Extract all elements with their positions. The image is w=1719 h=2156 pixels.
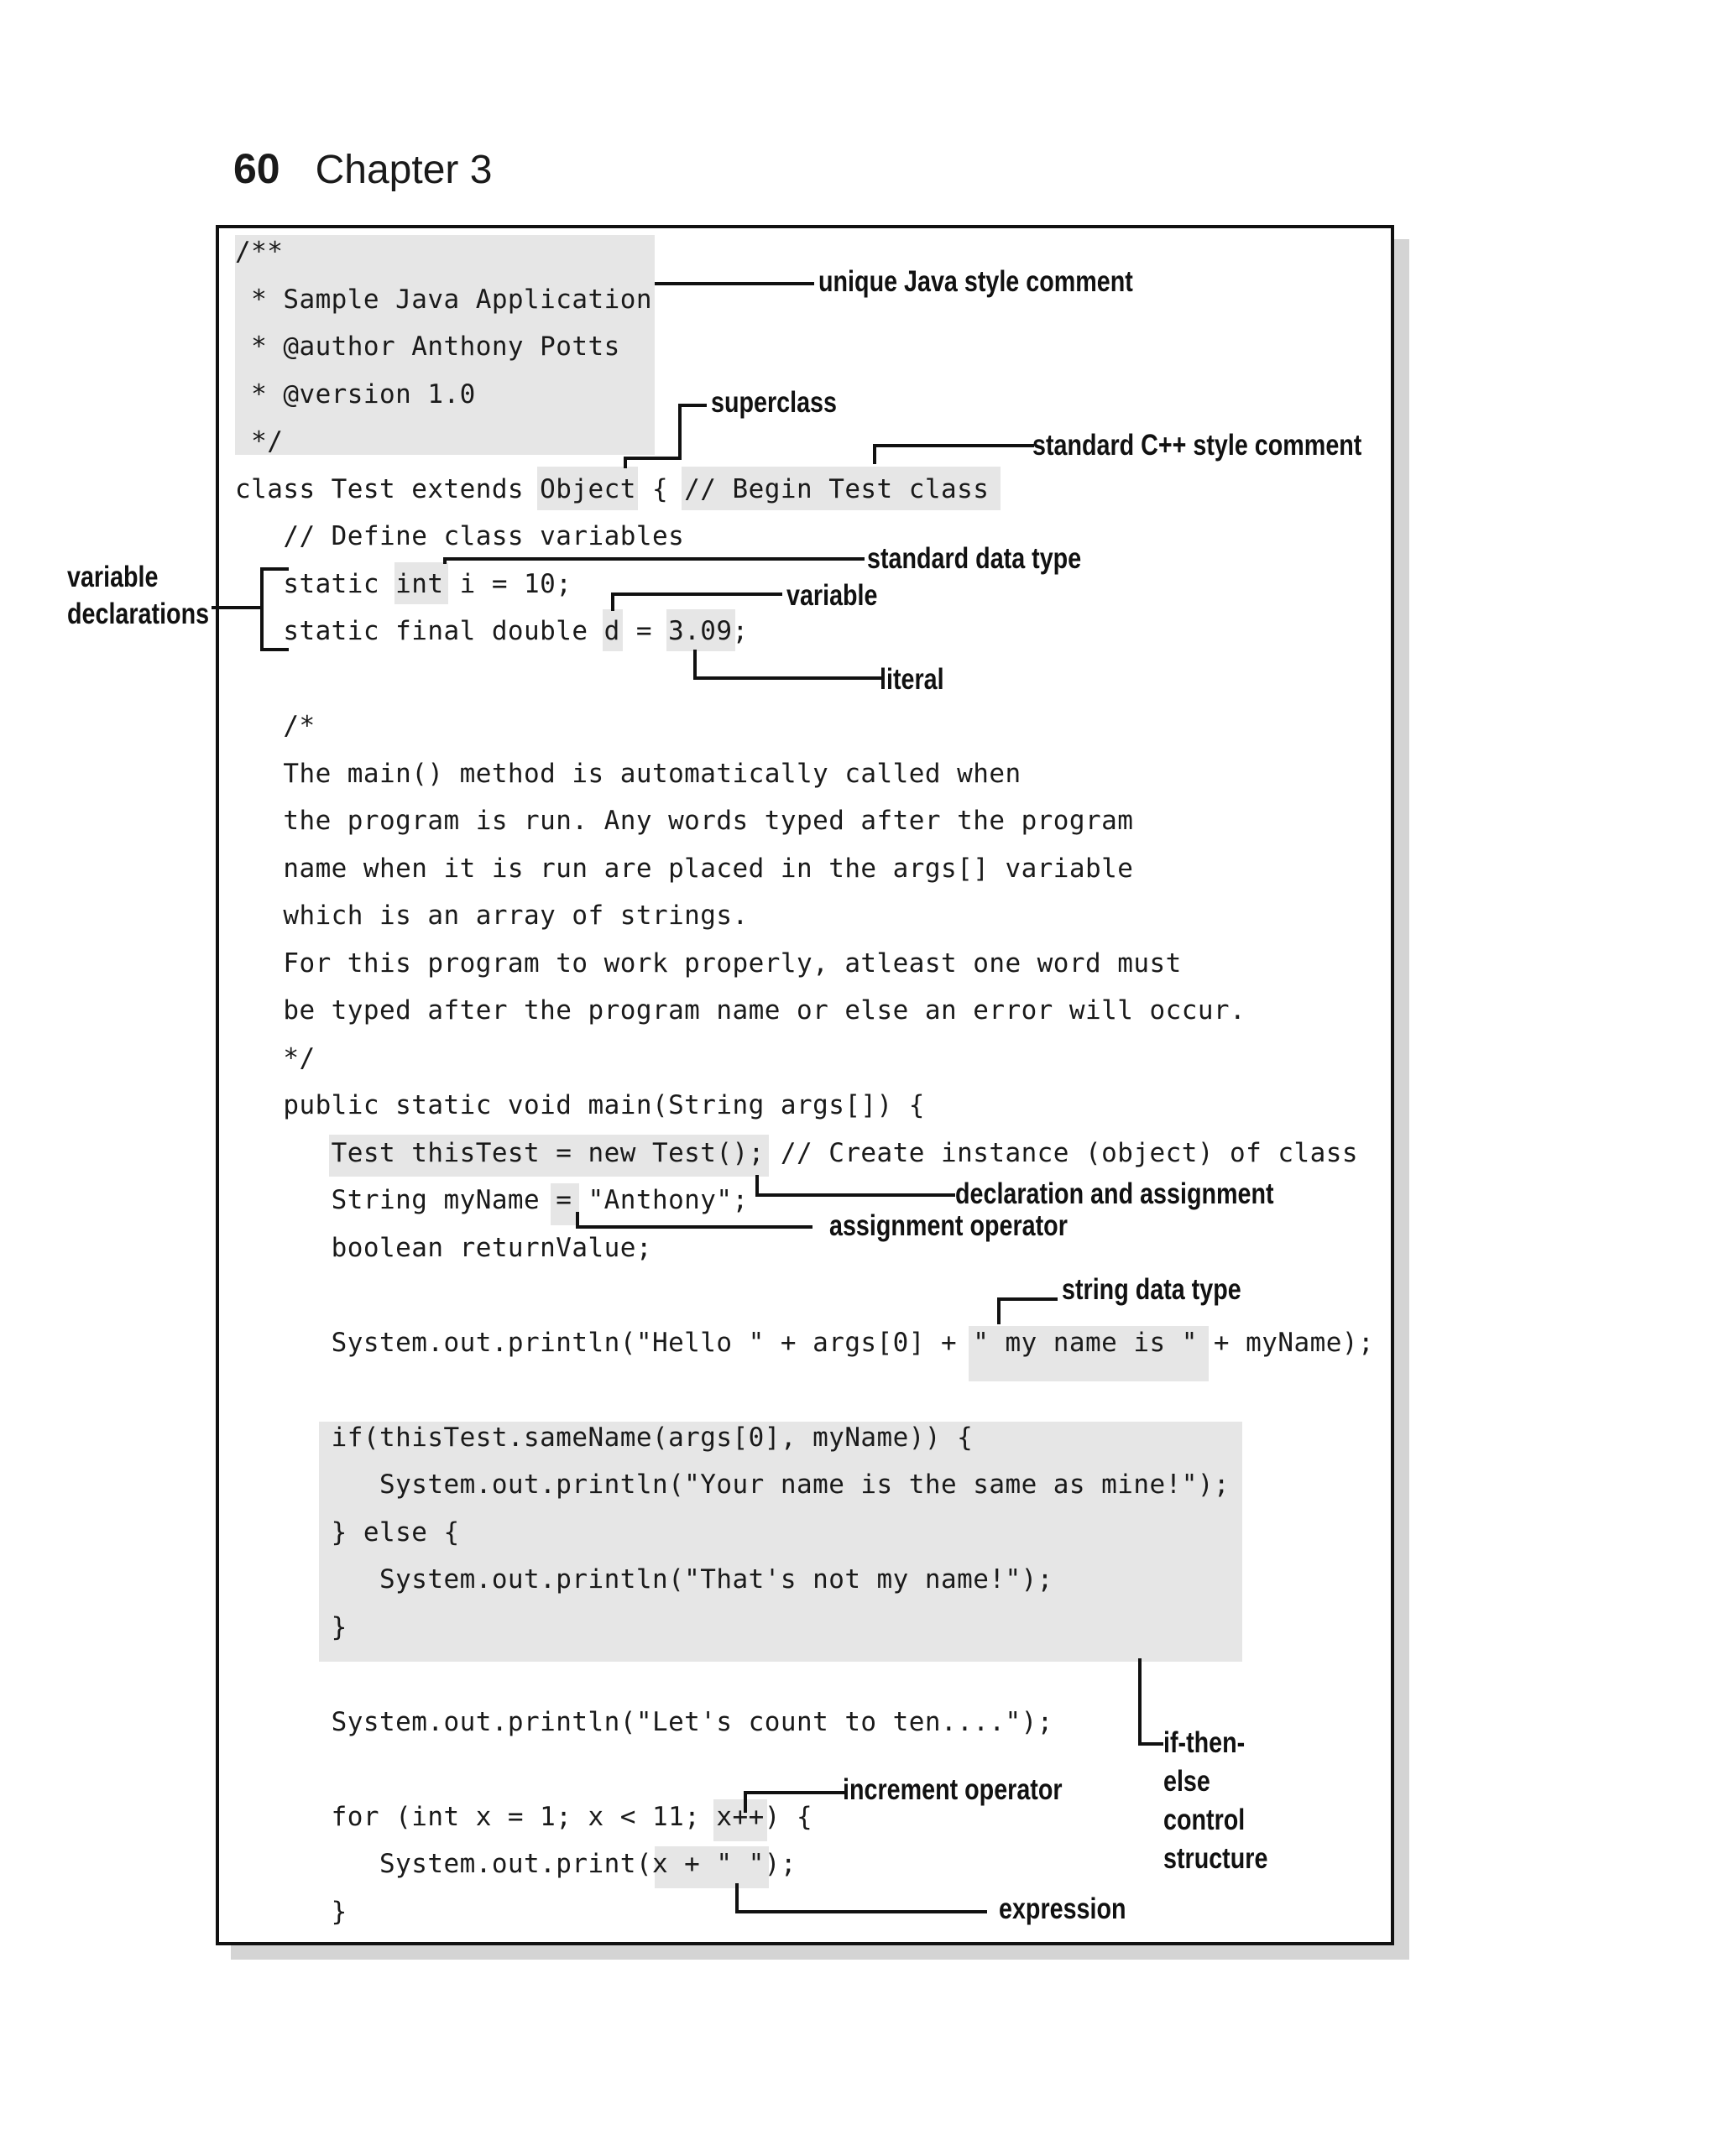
leader-superclass bbox=[625, 405, 705, 467]
label-expression: expression bbox=[999, 1892, 1126, 1925]
code-line: } else { bbox=[235, 1517, 460, 1548]
code-line: */ bbox=[235, 426, 284, 457]
label-java-comment: unique Java style comment bbox=[818, 265, 1133, 298]
code-line: /** bbox=[235, 237, 284, 267]
code-line: * @author Anthony Potts bbox=[235, 331, 620, 362]
code-line: for (int x = 1; x < 11; x++) { bbox=[235, 1802, 813, 1832]
leader-expression bbox=[737, 1885, 985, 1912]
code-line: which is an array of strings. bbox=[235, 901, 749, 931]
leader-data-type bbox=[445, 559, 863, 562]
label-string-type: string data type bbox=[1062, 1273, 1241, 1306]
code-line: /* bbox=[235, 711, 316, 741]
code-line: System.out.print(x + " "); bbox=[235, 1849, 797, 1879]
code-line: class Test extends Object { // Begin Test class bbox=[235, 474, 990, 504]
leader-increment bbox=[745, 1793, 843, 1811]
code-line: System.out.println("Let's count to ten...."); bbox=[235, 1707, 1053, 1737]
label-cpp-comment: standard C++ style comment bbox=[1032, 429, 1362, 462]
code-line: the program is run. Any words typed after the program bbox=[235, 806, 1134, 836]
page-number: 60 bbox=[233, 145, 280, 192]
chapter-title: Chapter 3 bbox=[315, 148, 493, 192]
label-increment: increment operator bbox=[843, 1773, 1063, 1806]
code-line: Test thisTest = new Test(); // Create instance (object) of class bbox=[235, 1138, 1358, 1168]
code-line: if(thisTest.sameName(args[0], myName)) { bbox=[235, 1423, 974, 1453]
label-variable-declarations: variable declarations bbox=[67, 561, 210, 630]
leader-cpp-comment bbox=[875, 446, 1032, 462]
code-line: static int i = 10; bbox=[235, 569, 572, 599]
label-assign-op: assignment operator bbox=[829, 1209, 1068, 1242]
code-line: } bbox=[235, 1897, 347, 1927]
code-line: */ bbox=[235, 1043, 316, 1073]
leader-declaration bbox=[757, 1177, 954, 1195]
leader-variable-decl-bracket bbox=[213, 569, 287, 650]
leader-assign-op bbox=[577, 1214, 811, 1227]
label-literal: literal bbox=[880, 663, 944, 696]
label-superclass: superclass bbox=[711, 386, 837, 419]
label-if-else: if-then-else control structure bbox=[1163, 1726, 1268, 1875]
leader-string bbox=[999, 1299, 1056, 1323]
code-line: System.out.println("That's not my name!"); bbox=[235, 1564, 1053, 1595]
leader-variable bbox=[613, 594, 781, 609]
code-line: For this program to work properly, atleast one word must bbox=[235, 948, 1182, 979]
label-variable: variable bbox=[786, 579, 878, 612]
code-line: // Define class variables bbox=[235, 521, 685, 551]
code-line: String myName = "Anthony"; bbox=[235, 1185, 749, 1215]
code-line: be typed after the program name or else an error will occur. bbox=[235, 995, 1246, 1026]
code-line: The main() method is automatically called when bbox=[235, 759, 1021, 789]
code-line: boolean returnValue; bbox=[235, 1233, 652, 1263]
code-line: public static void main(String args[]) { bbox=[235, 1090, 925, 1120]
label-data-type: standard data type bbox=[867, 542, 1082, 575]
code-line: System.out.println("Hello " + args[0] + " my name is " + myName); bbox=[235, 1328, 1375, 1358]
code-line: * @version 1.0 bbox=[235, 379, 476, 410]
code-line: static final double d = 3.09; bbox=[235, 616, 749, 646]
code-line: * Sample Java Application bbox=[235, 285, 652, 315]
label-declaration: declaration and assignment bbox=[955, 1177, 1274, 1210]
code-line: name when it is run are placed in the args[] variable bbox=[235, 854, 1134, 884]
leader-literal bbox=[695, 651, 880, 678]
code-line: System.out.println("Your name is the same as mine!"); bbox=[235, 1470, 1230, 1500]
code-line: } bbox=[235, 1612, 347, 1642]
leader-if-else bbox=[1140, 1660, 1162, 1744]
